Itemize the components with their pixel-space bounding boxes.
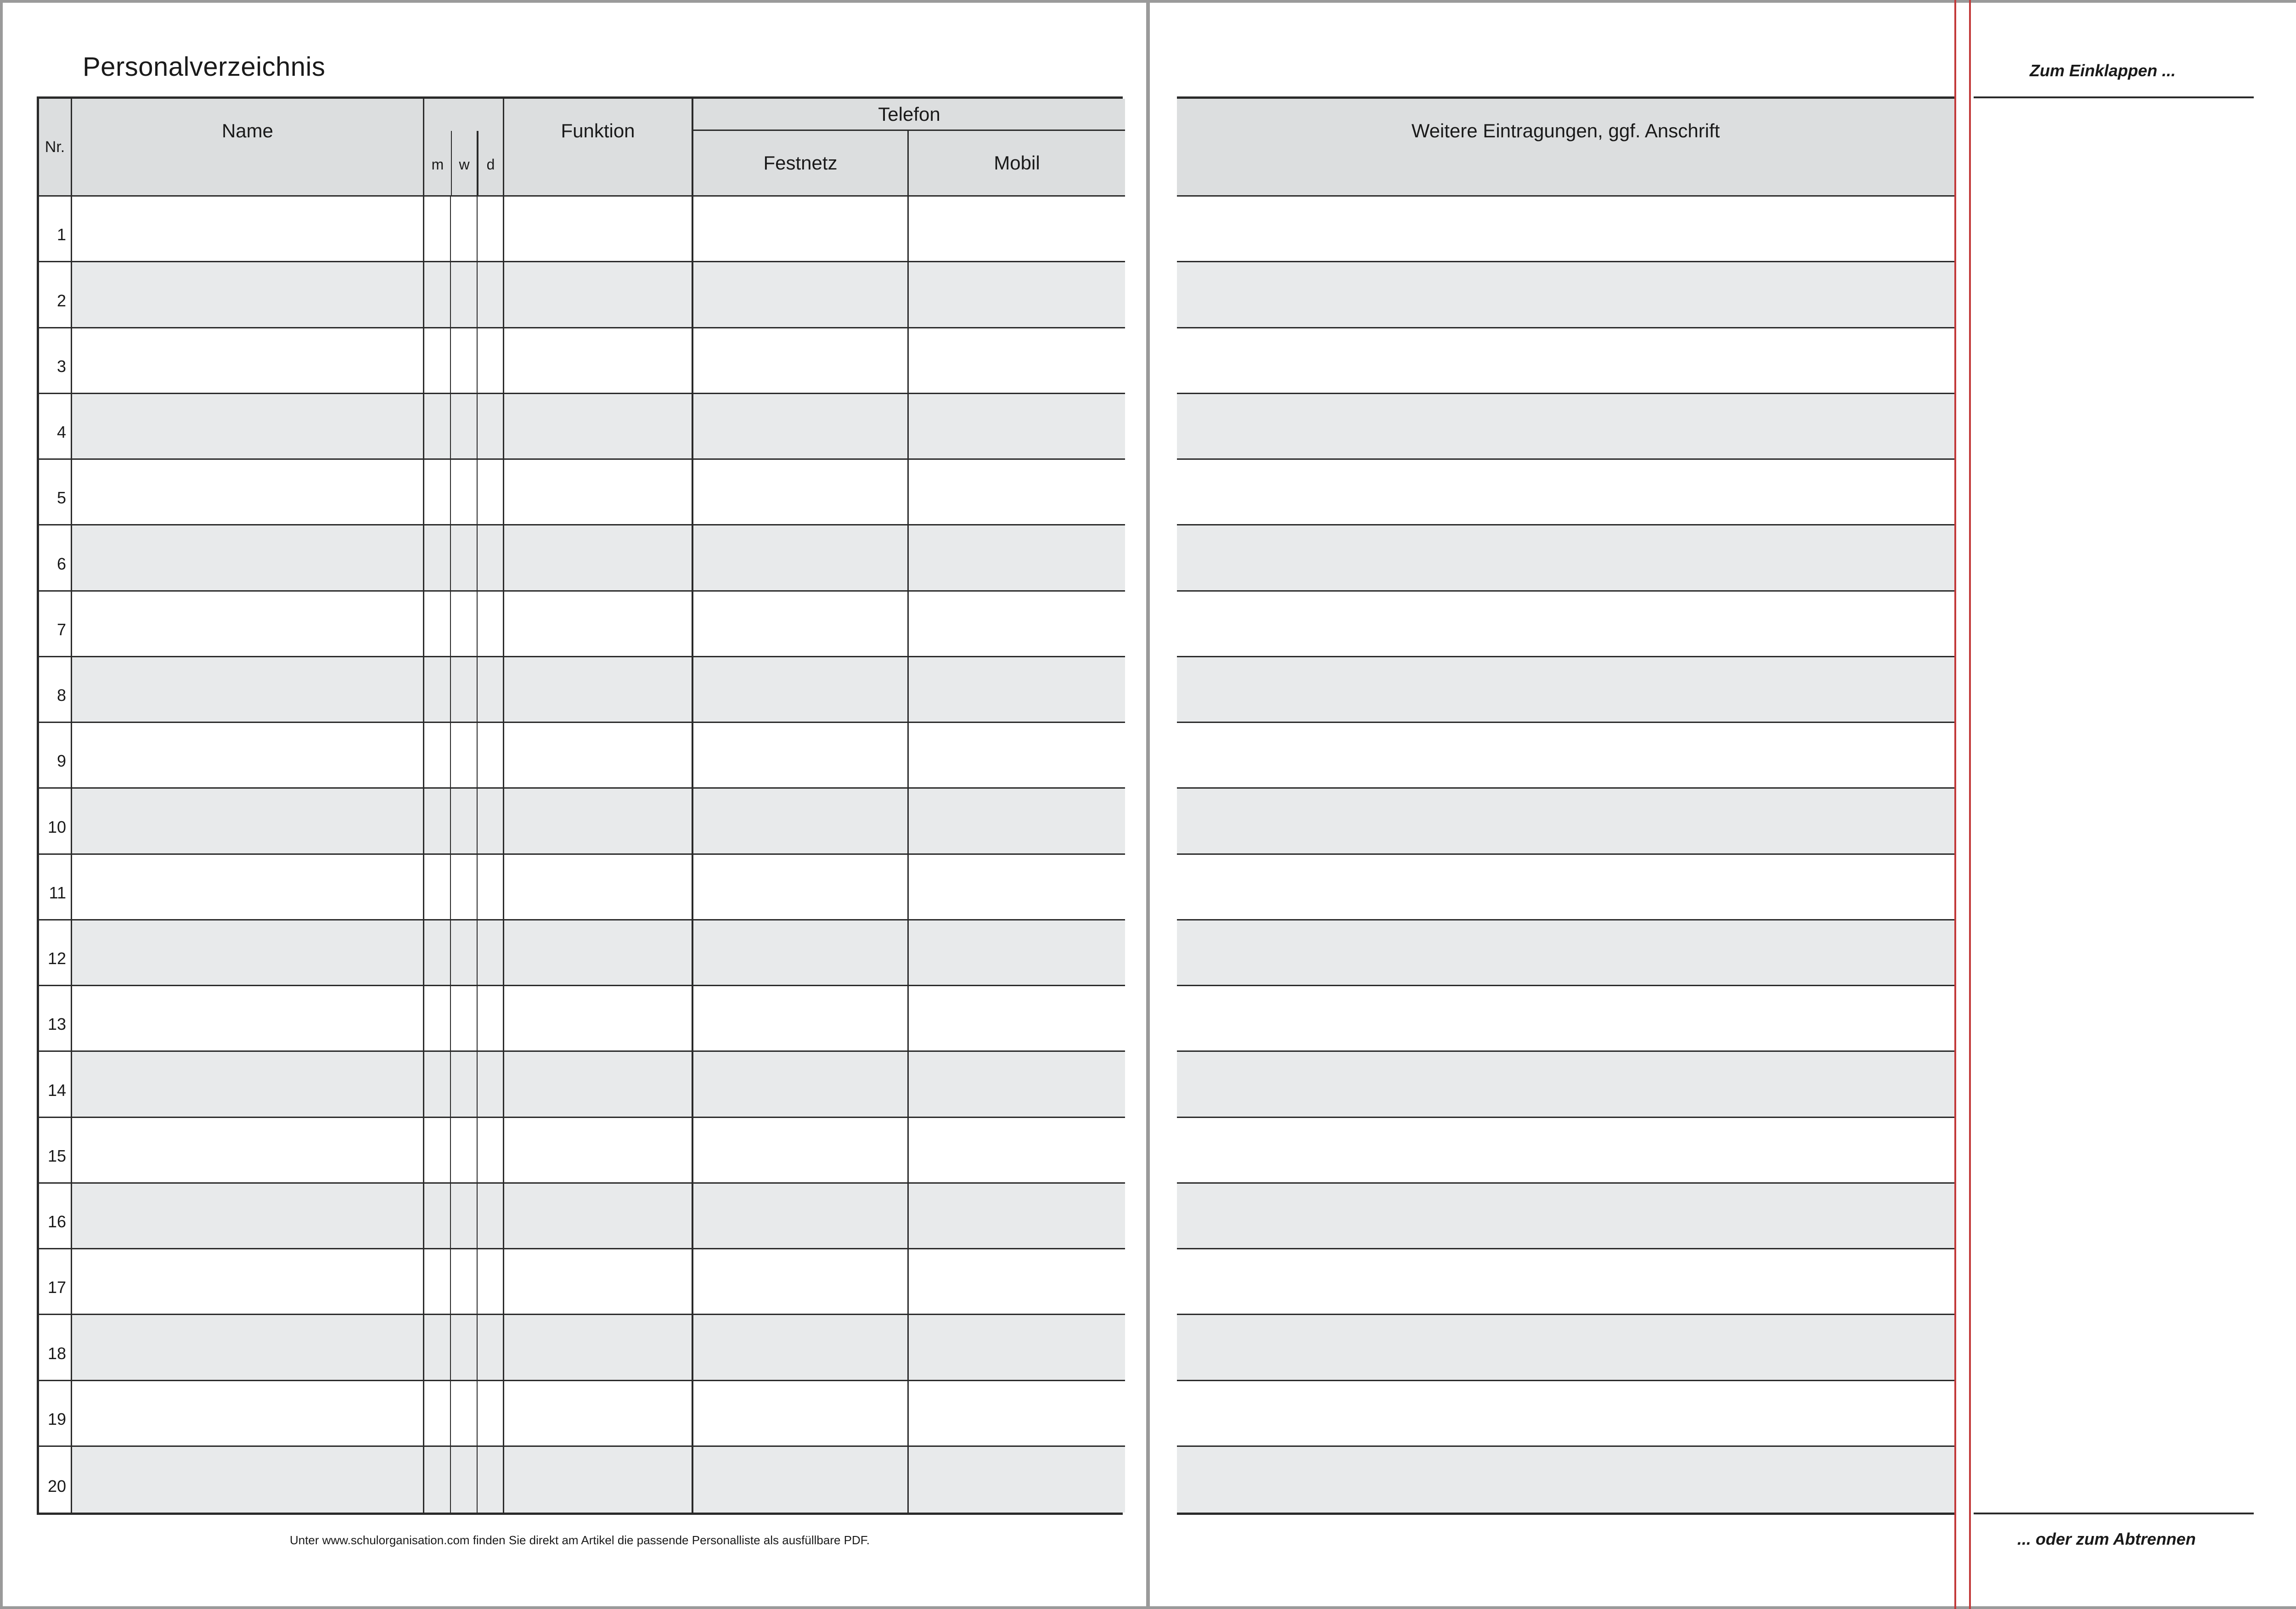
gender-d-field[interactable] — [478, 1118, 504, 1184]
gender-w-field[interactable] — [451, 525, 478, 591]
mobil-field[interactable] — [909, 723, 1125, 789]
row-number: 14 — [39, 1052, 72, 1118]
funktion-field[interactable] — [504, 1118, 693, 1184]
name-field[interactable] — [72, 1315, 424, 1381]
gender-w-field[interactable] — [451, 460, 478, 525]
funktion-field[interactable] — [504, 1052, 693, 1118]
funktion-field[interactable] — [504, 592, 693, 657]
page-title: Personalverzeichnis — [83, 52, 326, 82]
festnetz-field[interactable] — [693, 1249, 909, 1315]
festnetz-field[interactable] — [693, 657, 909, 723]
name-field[interactable] — [72, 855, 424, 920]
funktion-field[interactable] — [504, 525, 693, 591]
name-field[interactable] — [72, 789, 424, 854]
mobil-field[interactable] — [909, 986, 1125, 1052]
mobil-field[interactable] — [909, 1447, 1125, 1513]
funktion-field[interactable] — [504, 723, 693, 789]
festnetz-field[interactable] — [693, 920, 909, 986]
mobil-field[interactable] — [909, 525, 1125, 591]
gender-m-field[interactable] — [424, 1249, 451, 1315]
festnetz-field[interactable] — [693, 197, 909, 262]
gender-m-field[interactable] — [424, 1118, 451, 1184]
gender-w-field[interactable] — [451, 197, 478, 262]
notes-field[interactable] — [1177, 1249, 1954, 1315]
notes-field[interactable] — [1177, 592, 1954, 657]
name-field[interactable] — [72, 525, 424, 591]
notes-field[interactable] — [1177, 920, 1954, 986]
fold-label: Zum Einklappen ... — [2030, 61, 2176, 80]
row-number: 9 — [39, 723, 72, 789]
notes-field[interactable] — [1177, 262, 1954, 328]
gender-m-field[interactable] — [424, 525, 451, 591]
gender-m-field[interactable] — [424, 723, 451, 789]
gender-w-field[interactable] — [451, 1315, 478, 1381]
name-field[interactable] — [72, 262, 424, 328]
fold-line-left — [1954, 0, 1956, 1609]
gender-d-field[interactable] — [478, 460, 504, 525]
gender-w-field[interactable] — [451, 789, 478, 854]
name-field[interactable] — [72, 1381, 424, 1447]
row-number: 3 — [39, 328, 72, 394]
column-header-d: d — [478, 131, 504, 197]
row-number: 8 — [39, 657, 72, 723]
column-header-mobil: Mobil — [909, 131, 1125, 197]
gender-w-field[interactable] — [451, 657, 478, 723]
festnetz-field[interactable] — [693, 262, 909, 328]
gender-w-field[interactable] — [451, 1381, 478, 1447]
gender-m-field[interactable] — [424, 920, 451, 986]
notes-field[interactable] — [1177, 197, 1954, 262]
gender-w-field[interactable] — [451, 1118, 478, 1184]
funktion-field[interactable] — [504, 1315, 693, 1381]
gender-w-field[interactable] — [451, 1249, 478, 1315]
name-field[interactable] — [72, 1249, 424, 1315]
notes-field[interactable] — [1177, 1315, 1954, 1381]
mobil-field[interactable] — [909, 197, 1125, 262]
name-field[interactable] — [72, 723, 424, 789]
name-field[interactable] — [72, 1447, 424, 1513]
row-number: 20 — [39, 1447, 72, 1513]
gender-w-field[interactable] — [451, 855, 478, 920]
festnetz-field[interactable] — [693, 789, 909, 854]
gender-w-field[interactable] — [451, 328, 478, 394]
mobil-field[interactable] — [909, 328, 1125, 394]
gender-d-field[interactable] — [478, 1315, 504, 1381]
row-number: 18 — [39, 1315, 72, 1381]
mobil-field[interactable] — [909, 657, 1125, 723]
row-number: 13 — [39, 986, 72, 1052]
gender-w-field[interactable] — [451, 723, 478, 789]
mobil-field[interactable] — [909, 1381, 1125, 1447]
notes-table — [1177, 96, 1954, 1515]
gender-m-field[interactable] — [424, 197, 451, 262]
notes-field[interactable] — [1177, 394, 1954, 460]
gender-w-field[interactable] — [451, 1184, 478, 1249]
mobil-field[interactable] — [909, 592, 1125, 657]
fold-line-right — [1969, 0, 1971, 1609]
gender-d-field[interactable] — [478, 657, 504, 723]
notes-field[interactable] — [1177, 328, 1954, 394]
notes-field[interactable] — [1177, 789, 1954, 854]
gender-m-field[interactable] — [424, 328, 451, 394]
funktion-field[interactable] — [504, 657, 693, 723]
festnetz-field[interactable] — [693, 394, 909, 460]
festnetz-field[interactable] — [693, 986, 909, 1052]
gender-d-field[interactable] — [478, 855, 504, 920]
name-field[interactable] — [72, 986, 424, 1052]
column-header-telefon: Telefon — [693, 99, 1125, 131]
gender-w-field[interactable] — [451, 592, 478, 657]
row-number: 16 — [39, 1184, 72, 1249]
funktion-field[interactable] — [504, 328, 693, 394]
gender-m-field[interactable] — [424, 986, 451, 1052]
funktion-field[interactable] — [504, 197, 693, 262]
column-header-name: Name — [72, 99, 424, 197]
row-number: 6 — [39, 525, 72, 591]
name-field[interactable] — [72, 657, 424, 723]
notes-field[interactable] — [1177, 1118, 1954, 1184]
notes-field[interactable] — [1177, 1052, 1954, 1118]
tear-strip-top-rule — [1974, 96, 2254, 98]
mobil-field[interactable] — [909, 394, 1125, 460]
notes-field[interactable] — [1177, 986, 1954, 1052]
column-header-weitere: Weitere Eintragungen, ggf. Anschrift — [1177, 99, 1954, 197]
row-number: 19 — [39, 1381, 72, 1447]
funktion-field[interactable] — [504, 855, 693, 920]
tear-strip-bottom-rule — [1974, 1513, 2254, 1514]
notes-field[interactable] — [1177, 525, 1954, 591]
gender-w-field[interactable] — [451, 986, 478, 1052]
mobil-field[interactable] — [909, 460, 1125, 525]
mobil-field[interactable] — [909, 920, 1125, 986]
notes-field[interactable] — [1177, 723, 1954, 789]
gender-w-field[interactable] — [451, 1052, 478, 1118]
name-field[interactable] — [72, 1184, 424, 1249]
gender-m-field[interactable] — [424, 789, 451, 854]
mobil-field[interactable] — [909, 1184, 1125, 1249]
row-number: 1 — [39, 197, 72, 262]
name-field[interactable] — [72, 1052, 424, 1118]
notes-field[interactable] — [1177, 1381, 1954, 1447]
mobil-field[interactable] — [909, 1315, 1125, 1381]
gender-m-field[interactable] — [424, 592, 451, 657]
notes-field[interactable] — [1177, 657, 1954, 723]
gender-m-field[interactable] — [424, 1184, 451, 1249]
festnetz-field[interactable] — [693, 1184, 909, 1249]
festnetz-field[interactable] — [693, 1052, 909, 1118]
gender-m-field[interactable] — [424, 394, 451, 460]
name-field[interactable] — [72, 592, 424, 657]
row-number: 10 — [39, 789, 72, 854]
gender-w-field[interactable] — [451, 394, 478, 460]
gender-d-field[interactable] — [478, 1052, 504, 1118]
funktion-field[interactable] — [504, 986, 693, 1052]
festnetz-field[interactable] — [693, 525, 909, 591]
festnetz-field[interactable] — [693, 1381, 909, 1447]
gender-w-field[interactable] — [451, 1447, 478, 1513]
column-header-nr: Nr. — [39, 99, 72, 197]
gender-w-field[interactable] — [451, 262, 478, 328]
gender-d-field[interactable] — [478, 197, 504, 262]
row-number: 12 — [39, 920, 72, 986]
gender-m-field[interactable] — [424, 262, 451, 328]
gender-d-field[interactable] — [478, 1447, 504, 1513]
row-number: 17 — [39, 1249, 72, 1315]
gender-d-field[interactable] — [478, 525, 504, 591]
column-header-funktion: Funktion — [504, 99, 693, 197]
gender-m-field[interactable] — [424, 1315, 451, 1381]
festnetz-field[interactable] — [693, 855, 909, 920]
name-field[interactable] — [72, 920, 424, 986]
notes-field[interactable] — [1177, 1447, 1954, 1513]
name-field[interactable] — [72, 1118, 424, 1184]
gender-d-field[interactable] — [478, 920, 504, 986]
gender-d-field[interactable] — [478, 789, 504, 854]
gender-w-field[interactable] — [451, 920, 478, 986]
festnetz-field[interactable] — [693, 592, 909, 657]
gender-m-field[interactable] — [424, 657, 451, 723]
festnetz-field[interactable] — [693, 328, 909, 394]
tear-off-label: ... oder zum Abtrennen — [2017, 1530, 2196, 1548]
mobil-field[interactable] — [909, 1118, 1125, 1184]
gender-d-field[interactable] — [478, 1184, 504, 1249]
gender-d-field[interactable] — [478, 592, 504, 657]
funktion-field[interactable] — [504, 1447, 693, 1513]
mobil-field[interactable] — [909, 1052, 1125, 1118]
festnetz-field[interactable] — [693, 723, 909, 789]
row-number: 11 — [39, 855, 72, 920]
funktion-field[interactable] — [504, 1184, 693, 1249]
gender-d-field[interactable] — [478, 986, 504, 1052]
name-field[interactable] — [72, 328, 424, 394]
name-field[interactable] — [72, 460, 424, 525]
mobil-field[interactable] — [909, 1249, 1125, 1315]
gender-header-top — [424, 99, 504, 131]
name-field[interactable] — [72, 197, 424, 262]
gender-m-field[interactable] — [424, 1381, 451, 1447]
column-header-festnetz: Festnetz — [693, 131, 909, 197]
gender-m-field[interactable] — [424, 1447, 451, 1513]
row-number: 2 — [39, 262, 72, 328]
row-number: 5 — [39, 460, 72, 525]
gender-m-field[interactable] — [424, 460, 451, 525]
gender-d-field[interactable] — [478, 723, 504, 789]
funktion-field[interactable] — [504, 920, 693, 986]
name-field[interactable] — [72, 394, 424, 460]
festnetz-field[interactable] — [693, 1118, 909, 1184]
footer-note: Unter www.schulorganisation.com finden Sie direkt am Artikel die passende Personalliste als ausfüllbare PDF. — [289, 1533, 870, 1547]
notes-field[interactable] — [1177, 460, 1954, 525]
mobil-field[interactable] — [909, 855, 1125, 920]
row-number: 15 — [39, 1118, 72, 1184]
row-number: 4 — [39, 394, 72, 460]
funktion-field[interactable] — [504, 394, 693, 460]
gender-d-field[interactable] — [478, 328, 504, 394]
gender-d-field[interactable] — [478, 394, 504, 460]
festnetz-field[interactable] — [693, 1315, 909, 1381]
mobil-field[interactable] — [909, 789, 1125, 854]
gender-d-field[interactable] — [478, 262, 504, 328]
funktion-field[interactable] — [504, 789, 693, 854]
personnel-table — [37, 96, 1123, 1515]
funktion-field[interactable] — [504, 262, 693, 328]
funktion-field[interactable] — [504, 460, 693, 525]
gender-m-field[interactable] — [424, 1052, 451, 1118]
gender-d-field[interactable] — [478, 1381, 504, 1447]
gender-m-field[interactable] — [424, 855, 451, 920]
notes-field[interactable] — [1177, 855, 1954, 920]
column-header-w: w — [451, 131, 478, 197]
festnetz-field[interactable] — [693, 460, 909, 525]
funktion-field[interactable] — [504, 1249, 693, 1315]
row-number: 7 — [39, 592, 72, 657]
column-header-m: m — [424, 131, 451, 197]
funktion-field[interactable] — [504, 1381, 693, 1447]
festnetz-field[interactable] — [693, 1447, 909, 1513]
gender-d-field[interactable] — [478, 1249, 504, 1315]
mobil-field[interactable] — [909, 262, 1125, 328]
notes-field[interactable] — [1177, 1184, 1954, 1249]
